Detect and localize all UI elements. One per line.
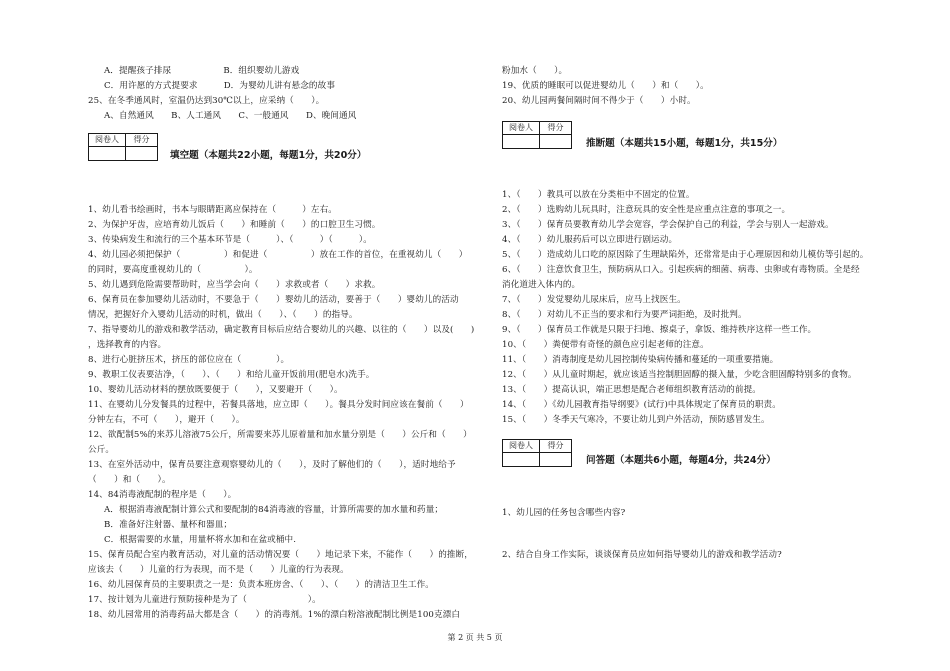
judge-line: 3、（ ）保育员要教育幼儿学会宽容，学会保护自己的利益，学会与别人一起游戏。: [502, 220, 834, 230]
judge-line: 6、（ ）注意饮食卫生，预防病从口入。引起疾病的细菌、病毒、虫卵或有毒物质。全是经: [502, 265, 860, 275]
option-line: A．根据消毒液配制计算公式和要配制的84消毒液的容量，计算所需要的加水量和药量；: [104, 505, 444, 515]
section-title-judgement: 推断题（本题共15小题，每题1分，共15分）: [586, 138, 783, 149]
question-line: （ ）和（ ）。: [88, 475, 171, 485]
judge-line: 12、（ ）从儿童时期起，就应该适当控制胆固醇的摄入量，少吃含胆固醇特别多的食物。: [502, 370, 857, 380]
reviewer-label: 阅卷人: [503, 122, 540, 134]
score-label: 得分: [547, 123, 564, 132]
question-line: 1、幼儿看书绘画时，书本与眼睛距离应保持在（ ）左右。: [88, 205, 337, 215]
reviewer-label: 阅卷人: [503, 440, 540, 452]
question-line: 10、婴幼儿活动材料的摆放既要便于（ ），又要避开（ ）。: [88, 385, 343, 395]
score-box: [88, 133, 158, 161]
question-line: 情况，把握好介入婴幼儿活动的时机，做出（ ）、（ ）的指导。: [88, 310, 358, 320]
option-line: C．根据需要的水量，用量杯将水加和在盆或桶中.: [104, 535, 297, 545]
question-line: 9、教职工仪表要洁净，（ ）、（ ）和给儿童开饭前用(肥皂水)洗手。: [88, 370, 375, 380]
judge-line: 13、（ ）提高认识，端正思想是配合老师组织教育活动的前提。: [502, 385, 761, 395]
question-line: 粉加水（ ）。: [502, 66, 568, 76]
question-line: 13、在室外活动中，保育员要注意观察婴幼儿的（ ），及时了解他们的（ ），适时地给予: [88, 460, 456, 470]
judge-line: 11、（ ）消毒制度是幼儿园控制传染病传播和蔓延的一项重要措施。: [502, 355, 779, 365]
option-line: A、自然通风 B、人工通风 C、一般通风 D、晚间通风: [104, 111, 357, 121]
judge-line: 7、（ ）发觉婴幼儿尿床后，应马上找医生。: [502, 295, 686, 305]
question-line: 4、幼儿园必须把保护（ ）和促进（ ）放在工作的首位，在重视幼儿（ ）: [88, 250, 468, 260]
question-line: 分钟左右，不可（ ），避开（ ）。: [88, 415, 245, 425]
score-label: 得分: [547, 441, 564, 450]
question-line: 的同时，要高度重视幼儿的（ ）。: [88, 265, 258, 275]
section-title-qa: 问答题（本题共6小题，每题4分，共24分）: [586, 455, 776, 466]
score-box: [502, 121, 572, 149]
score-label: 得分: [133, 135, 150, 144]
question-line: 3、传染病发生和流行的三个基本环节是（ ）、（ ）（ ）。: [88, 235, 372, 245]
reviewer-label: 阅卷人: [89, 134, 126, 146]
question-line: 5、幼儿遇到危险需要帮助时，应当学会向（ ）求救或者（ ）求救。: [88, 280, 381, 290]
page-footer: 第 2 页 共 5 页: [447, 633, 503, 642]
question-line: 15、保育员配合室内教育活动，对儿童的活动情况要（ ）地记录下来，不能作（ ）的推断，: [88, 550, 473, 560]
question-line: 19、优质的睡眠可以促进婴幼儿（ ）和（ ）。: [502, 81, 709, 91]
question-line: 应该去（ ）儿童的行为表现，而不是（ ）儿童的行为表现。: [88, 565, 349, 575]
judge-line: 15、（ ）冬季天气寒冷，不要让幼儿到户外活动，预防感冒发生。: [502, 415, 770, 425]
judge-line: 4、（ ）幼儿服药后可以立即进行剧运动。: [502, 235, 678, 245]
question-line: 8、进行心脏挤压术，挤压的部位应在（ ）。: [88, 355, 290, 365]
judge-line: 2、（ ）选购幼儿玩具时，注意玩具的安全性是应重点注意的事项之一。: [502, 205, 791, 215]
score-box: [502, 439, 572, 467]
question-line: 17、按计划为儿童进行预防接种是为了（ ）。: [88, 595, 321, 605]
question-line: 18、幼儿园常用的消毒药品大都是含（ ）的消毒剂。1%的漂白粉溶液配制比例是100克漂白: [88, 610, 461, 620]
question-line: ，选择教育的内容。: [88, 340, 167, 350]
qa-question: 2、结合自身工作实际，谈谈保育员应如何指导婴幼儿的游戏和教学活动?: [502, 550, 782, 560]
question-line: 6、保育员在参加婴幼儿活动时，不要急于（ ）婴幼儿的活动，要善于（ ）婴幼儿的活动: [88, 295, 459, 305]
question-line: 16、幼儿园保育员的主要职责之一是：负责本班房舍、（ ）、（ ）的清洁卫生工作。: [88, 580, 434, 590]
question-line: 20、幼儿园两餐间隔时间不得少于（ ）小时。: [502, 96, 696, 106]
judge-line: 10、（ ）粪便带有奇怪的颜色应引起老师的注意。: [502, 340, 709, 350]
option-line: A．提醒孩子排尿 B．组织婴幼儿游戏: [104, 66, 300, 76]
question-line: 7、指导婴幼儿的游戏和教学活动，确定教育目标后应结合婴幼儿的兴趣、以往的（ ）以及( ): [88, 325, 475, 335]
judge-line: 8、（ ）对幼儿不正当的要求和行为要严词拒绝，及时批判。: [502, 310, 747, 320]
judge-line: 1、（ ）教具可以放在分类柜中不固定的位置。: [502, 190, 695, 200]
qa-question: 1、幼儿园的任务包含哪些内容?: [502, 508, 626, 518]
option-line: C．用许愿的方式提要求 D．为婴幼儿讲有悬念的故事: [104, 81, 336, 91]
judge-line: 14、（ ）《幼儿园教育指导纲要》(试行)中具体规定了保育员的职责。: [502, 400, 781, 410]
judge-line: 9、（ ）保育员工作就是只限于扫地、擦桌子，拿饭、维持秩序这样一些工作。: [502, 325, 817, 335]
question-line: 14、84消毒液配制的程序是（ ）。: [88, 490, 237, 500]
question-line: 公斤。: [88, 445, 115, 455]
judge-line: 消化道进入体内的。: [502, 280, 581, 290]
question-line: 11、在婴幼儿分发餐具的过程中，若餐具落地，应立即（ ）。餐具分发时间应该在餐前（ ）: [88, 400, 469, 410]
option-line: B．准备好注射器、量杯和器皿；: [104, 520, 233, 530]
judge-line: 5、（ ）造成幼儿口吃的原因除了生理缺陷外，还常常是由于心理原因和幼儿模仿等引起的。: [502, 250, 869, 260]
question-line: 12、欲配制5%的来苏儿溶液75公斤，所需要来苏儿原着量和加水量分别是（ ）公斤和（ ）: [88, 430, 472, 440]
question-line: 2、为保护牙齿，应培育幼儿饭后（ ）和睡前（ ）的口腔卫生习惯。: [88, 220, 381, 230]
section-title-fill-blank: 填空题（本题共22小题，每题1分，共20分）: [170, 150, 367, 161]
question-line: 25、在冬季通风时，室温仍达到30℃以上，应采纳（ ）。: [88, 96, 325, 106]
